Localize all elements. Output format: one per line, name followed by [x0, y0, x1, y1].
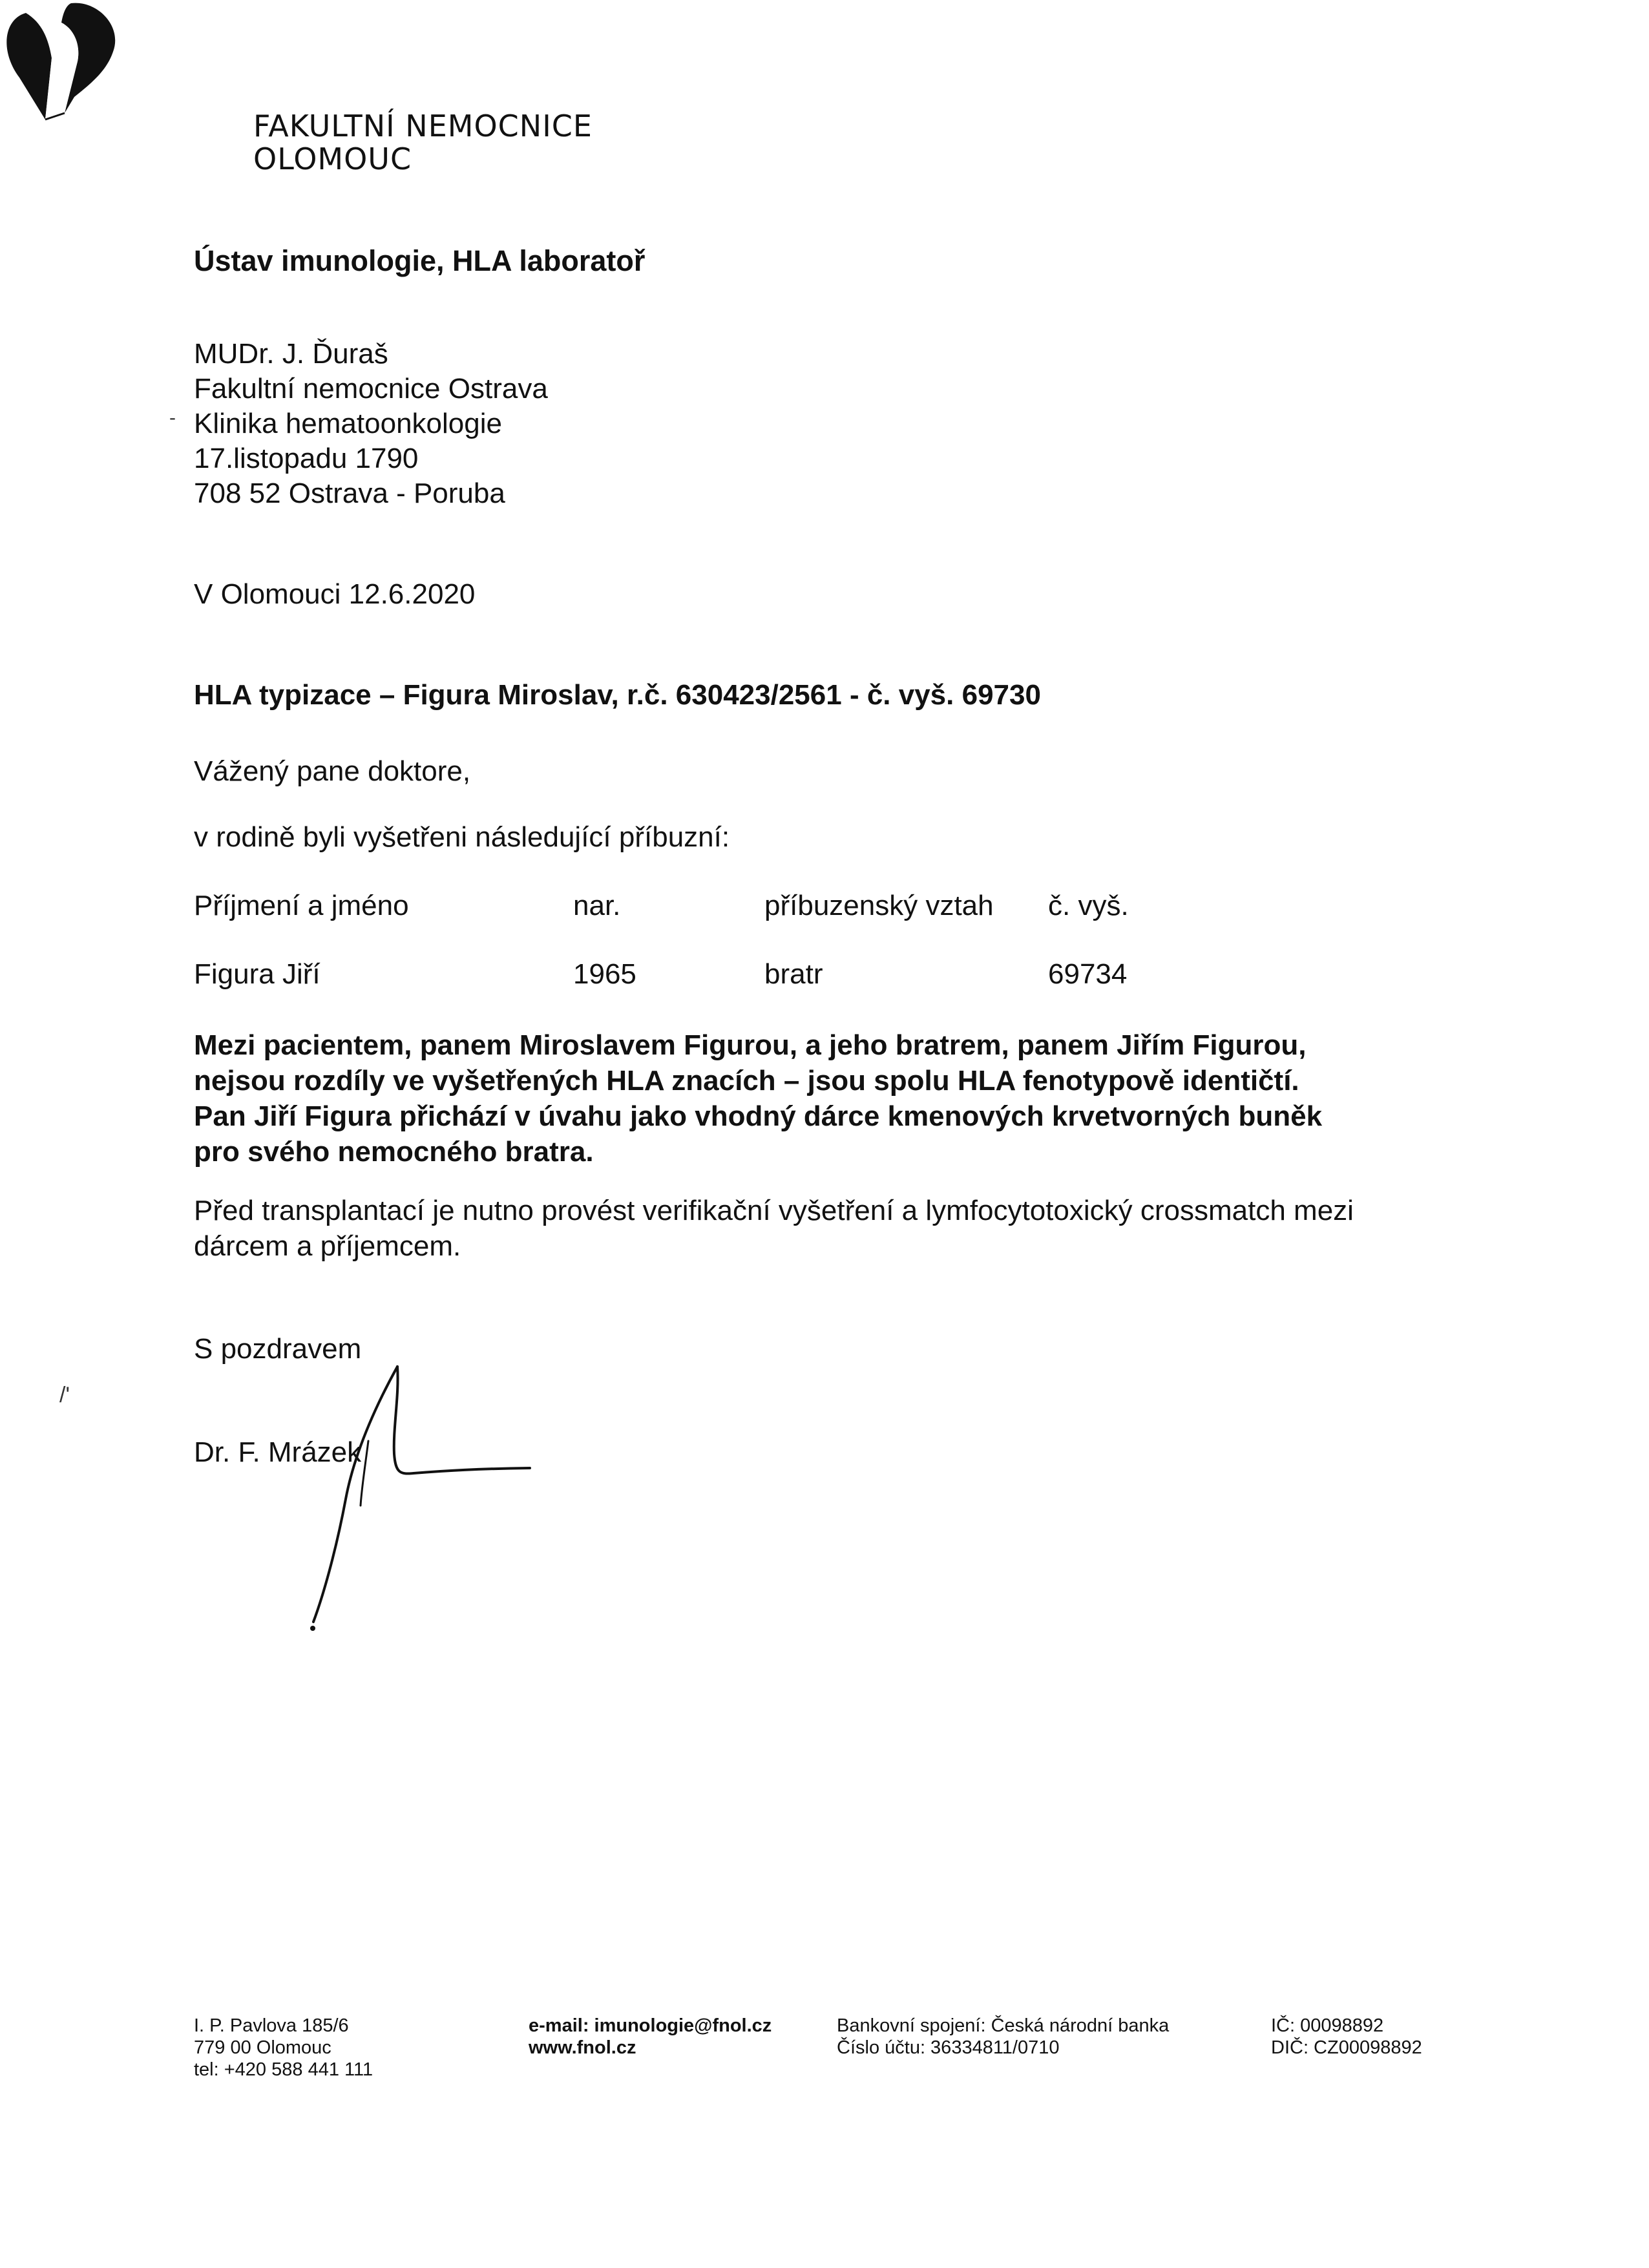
footer-dic: DIČ: CZ00098892 [1271, 2037, 1422, 2058]
footer-street: I. P. Pavlova 185/6 [194, 2015, 349, 2036]
footer-ic: IČ: 00098892 [1271, 2015, 1384, 2036]
word: dárce [803, 1100, 880, 1132]
salutation: Vážený pane doktore, [194, 755, 471, 787]
subject-line: HLA typizace – Figura Miroslav, r.č. 630423/2561 - č. vyš. 69730 [194, 679, 1041, 711]
table-header-relation: příbuzenský vztah [764, 890, 994, 921]
date-line: V Olomouci 12.6.2020 [194, 578, 476, 610]
word: v [514, 1100, 530, 1132]
recipient-clinic: Klinika hematoonkologie [194, 408, 502, 439]
organization-name-line1: FAKULTNÍ NEMOCNICE [253, 109, 593, 143]
word: jeho [829, 1029, 888, 1061]
note-paragraph [194, 1193, 1422, 1264]
footer-ids [1271, 2015, 1422, 2059]
table-header-born: nar. [573, 890, 621, 921]
footer-website: www.fnol.cz [529, 2037, 636, 2058]
table-cell-relation: bratr [764, 958, 823, 990]
word: a [805, 1029, 821, 1061]
note-line-1: Před transplantací je nutno provést verifikační vyšetření a lymfocytotoxický crossmatch mezi [194, 1195, 1354, 1226]
note-line-2: dárcem a příjemcem. [194, 1230, 461, 1262]
result-line-1 [194, 1027, 1422, 1063]
word: krvetvorných [1051, 1100, 1231, 1132]
recipient-name: MUDr. J. Ďuraš [194, 338, 388, 370]
footer-contact [529, 2015, 772, 2059]
scan-mark: /' [59, 1383, 70, 1407]
word: vhodný [695, 1100, 796, 1132]
scan-mark: - [169, 407, 176, 428]
word: Miroslavem [519, 1029, 676, 1061]
table-cell-born: 1965 [573, 958, 636, 990]
word: Figura [304, 1100, 392, 1132]
result-line-2: nejsou rozdíly ve vyšetřených HLA znacích – jsou spolu HLA fenotypově identičtí. [194, 1065, 1299, 1097]
footer-phone: tel: +420 588 441 111 [194, 2059, 373, 2080]
word: kmenových [887, 1100, 1044, 1132]
word: Jiří [253, 1100, 297, 1132]
word: buněk [1238, 1100, 1323, 1132]
table-cell-exam-number: 69734 [1048, 958, 1128, 990]
recipient-street: 17.listopadu 1790 [194, 443, 419, 474]
closing: S pozdravem [194, 1333, 362, 1365]
footer-bank-name: Bankovní spojení: Česká národní banka [837, 2015, 1170, 2036]
word: panem [419, 1029, 512, 1061]
word: Figurou, [1192, 1029, 1307, 1061]
footer-bank [837, 2015, 1169, 2059]
word: jako [629, 1100, 687, 1132]
table-header-exam-number: č. vyš. [1048, 890, 1129, 921]
table-cell-name: Figura Jiří [194, 958, 320, 990]
department-heading: Ústav imunologie, HLA laboratoř [194, 244, 646, 277]
recipient-hospital: Fakultní nemocnice Ostrava [194, 373, 548, 404]
word: Jiřím [1117, 1029, 1185, 1061]
table-header-name: Příjmení a jméno [194, 890, 409, 921]
word: přichází [399, 1100, 507, 1132]
footer-account-number: Číslo účtu: 36334811/0710 [837, 2037, 1060, 2058]
heart-logo-icon [0, 0, 129, 129]
word: pacientem, [263, 1029, 412, 1061]
footer-city: 779 00 Olomouc [194, 2037, 331, 2058]
intro-text: v rodině byli vyšetřeni následující příbuzní: [194, 821, 730, 853]
result-paragraph [194, 1027, 1422, 1170]
organization-name-line2: OLOMOUC [253, 142, 412, 176]
word: Pan [194, 1100, 246, 1132]
word: bratrem, [895, 1029, 1009, 1061]
result-line-3 [194, 1098, 1422, 1134]
handwritten-signature [284, 1357, 556, 1648]
word: panem [1017, 1029, 1109, 1061]
result-line-4: pro svého nemocného bratra. [194, 1136, 594, 1168]
word: úvahu [538, 1100, 622, 1132]
footer-address [194, 2015, 373, 2081]
word: Figurou, [684, 1029, 798, 1061]
signatory-name: Dr. F. Mrázek [194, 1436, 362, 1468]
footer-email: e-mail: imunologie@fnol.cz [529, 2015, 772, 2036]
word: Mezi [194, 1029, 256, 1061]
recipient-city: 708 52 Ostrava - Poruba [194, 478, 505, 509]
